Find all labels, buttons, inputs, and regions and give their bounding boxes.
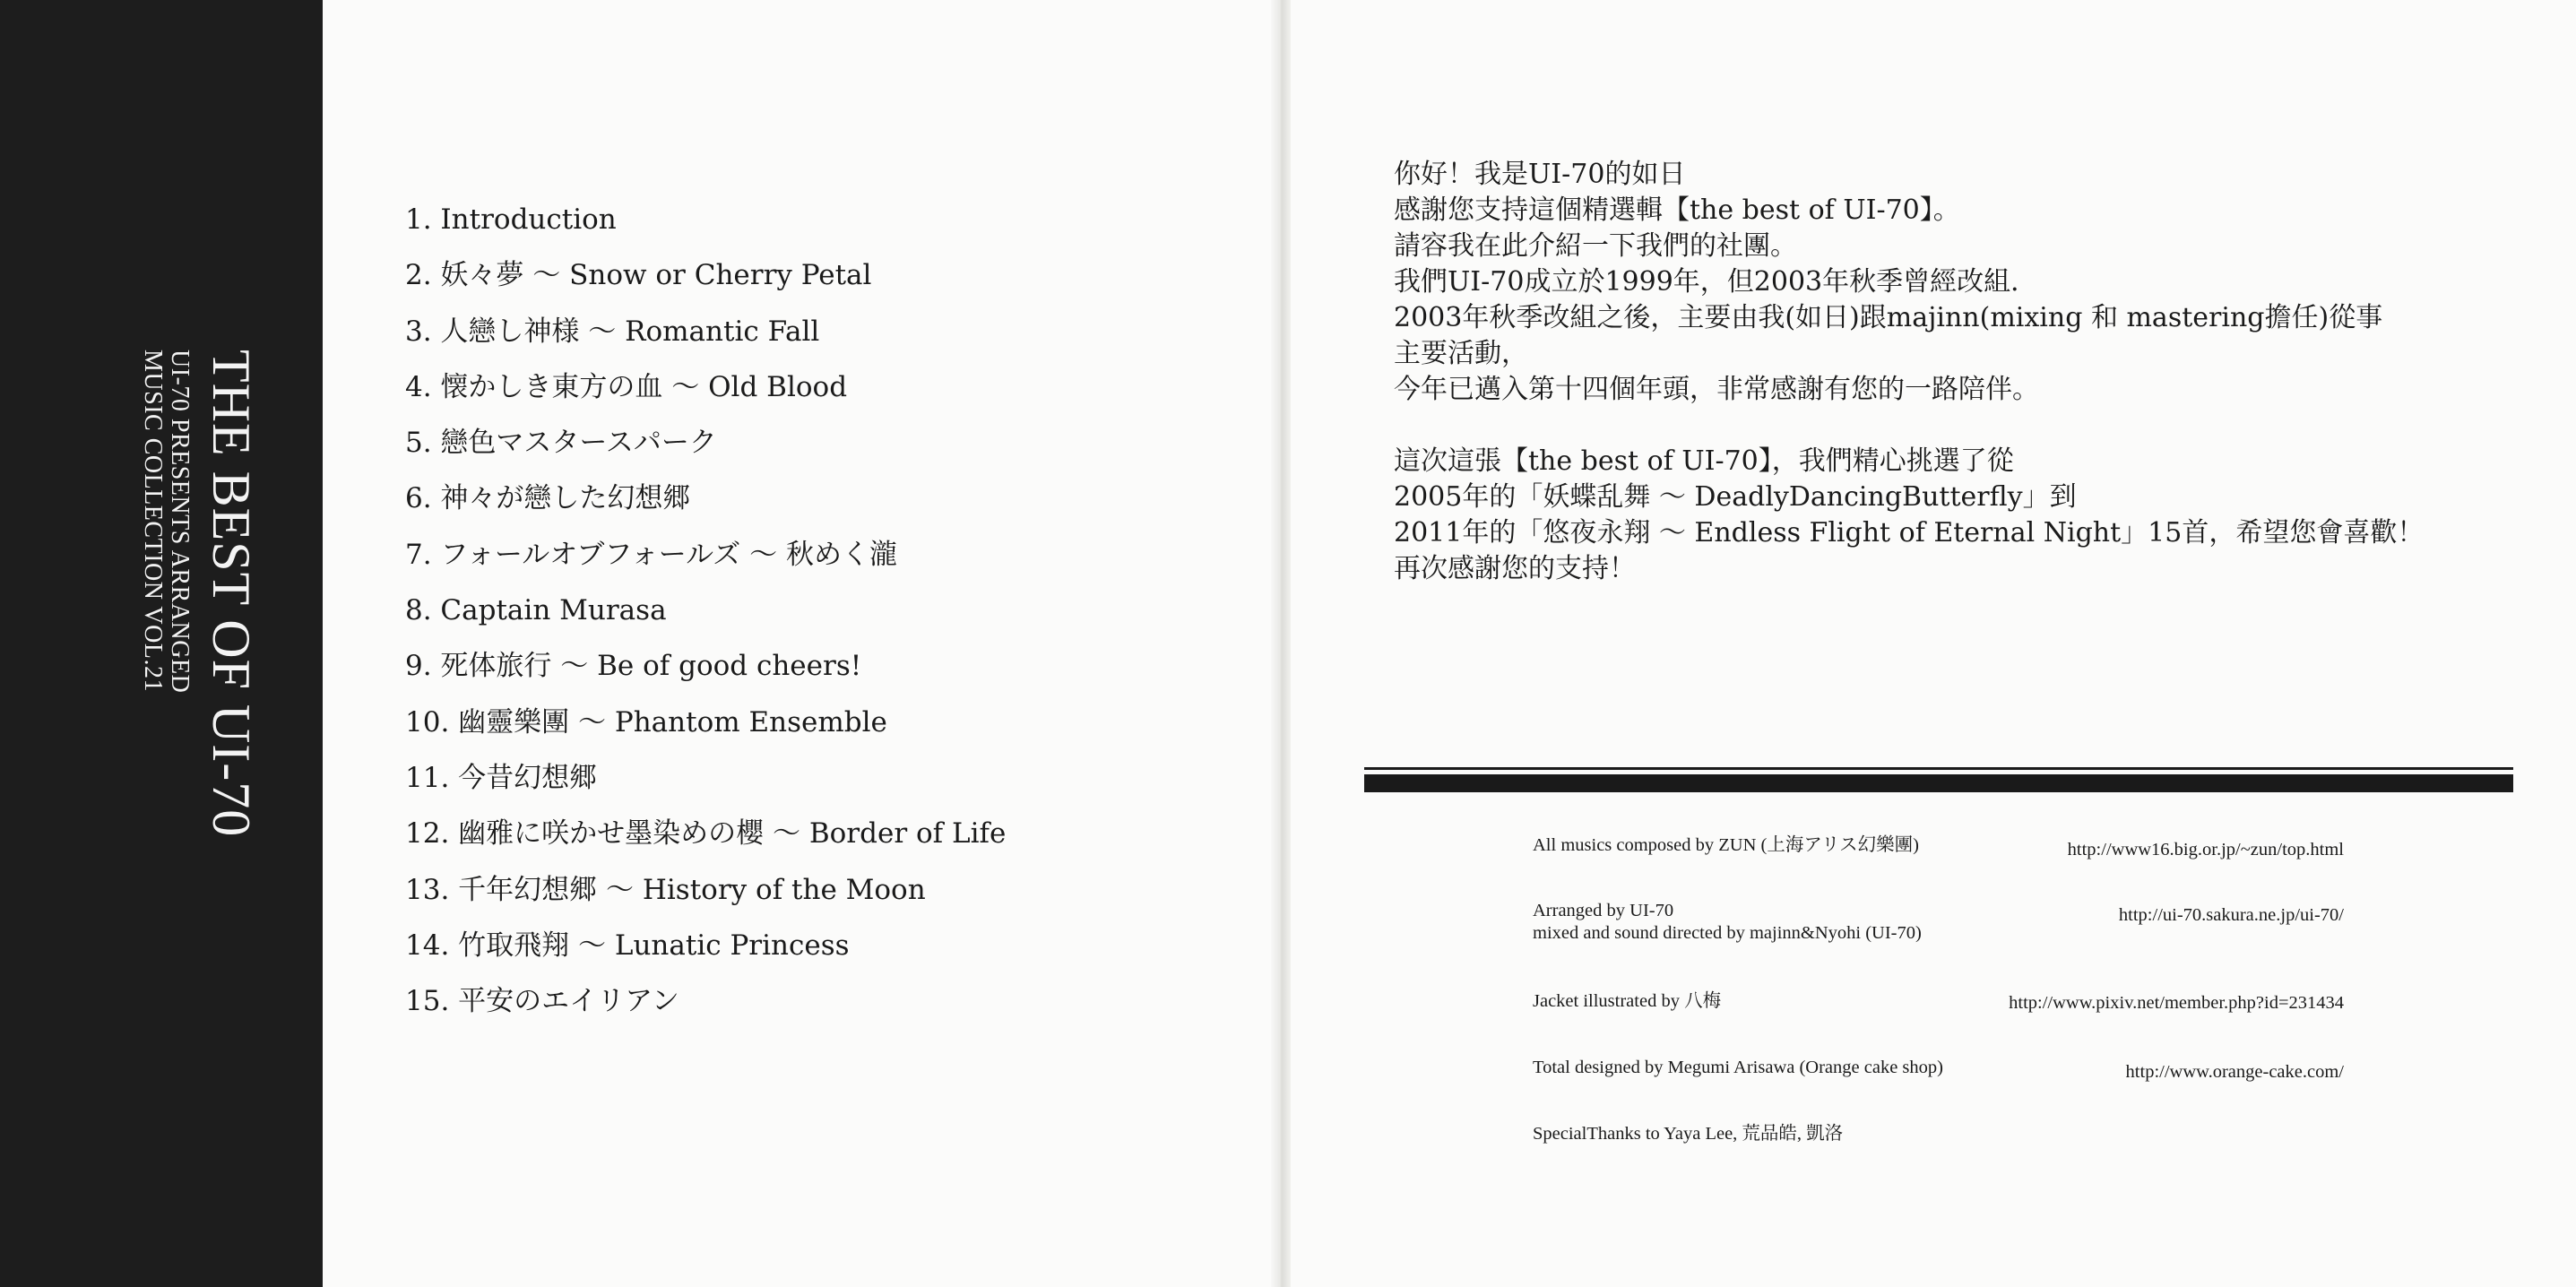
track-item: 3. 人戀し神様 〜 Romantic Fall [405, 315, 820, 348]
credit-jacket-url: http://www.pixiv.net/member.php?id=231434 [2009, 993, 2344, 1013]
track-item: 5. 戀色マスタースパーク [405, 427, 717, 460]
page-fold [1271, 0, 1291, 1287]
spine-panel [0, 0, 323, 1287]
paragraph-gap [1394, 408, 2514, 444]
message-line: 感謝您支持這個精選輯【the best of UI-70】。 [1394, 194, 1960, 226]
track-item: 6. 神々が戀した幻想郷 [405, 482, 691, 515]
divider-thin [1364, 767, 2513, 770]
message-line: 今年已邁入第十四個年頭，非常感謝有您的一路陪伴。 [1394, 374, 2039, 405]
track-item: 11. 今昔幻想郷 [405, 761, 598, 794]
credit-thanks: SpecialThanks to Yaya Lee, 荒品皓, 凱洛 [1533, 1124, 1844, 1144]
credit-arranged: Arranged by UI-70 [1533, 901, 1674, 920]
message-line: 我們UI-70成立於1999年，但2003年秋季曾經改組． [1394, 266, 2038, 298]
divider-thick [1364, 774, 2513, 792]
credit-design: Total designed by Megumi Arisawa (Orange cake shop) [1533, 1058, 1943, 1077]
message-line: 你好！我是UI-70的如日 [1394, 159, 1686, 190]
album-subtitle-line1: UI-70 PRESENTS ARRANGED [166, 350, 194, 694]
track-item: 12. 幽雅に咲かせ墨染めの櫻 〜 Border of Life [405, 817, 1007, 851]
track-item: 14. 竹取飛翔 〜 Lunatic Princess [405, 929, 850, 962]
message-line: 這次這張【the best of UI-70】，我們精心挑選了從 [1394, 445, 2014, 477]
credit-arranged-url: http://ui-70.sakura.ne.jp/ui-70/ [2118, 905, 2344, 925]
message-line: 2003年秋季改組之後，主要由我(如日)跟majinn(mixing 和 mastering擔任)從事 [1394, 302, 2383, 333]
credit-mixed: mixed and sound directed by majinn&Nyohi (UI-70) [1533, 923, 1922, 943]
message-line: 請容我在此介紹一下我們的社團。 [1394, 230, 1797, 262]
message-line: 主要活動， [1394, 338, 1528, 369]
track-item: 10. 幽靈樂團 〜 Phantom Ensemble [405, 705, 887, 739]
track-item: 8. Captain Murasa [405, 594, 667, 627]
credit-composed-url: http://www16.big.or.jp/~zun/top.html [2067, 840, 2344, 859]
track-item: 2. 妖々夢 〜 Snow or Cherry Petal [405, 259, 872, 292]
track-item: 15. 平安のエイリアン [405, 985, 679, 1018]
tracklist [405, 192, 1006, 1029]
track-item: 1. Introduction [405, 203, 617, 236]
track-item: 7. フォールオブフォールズ 〜 秋めく瀧 [405, 538, 897, 571]
track-item: 9. 死体旅行 〜 Be of good cheers! [405, 650, 862, 683]
album-subtitle-line2: MUSIC COLLECTION VOL.21 [139, 350, 167, 692]
message-line: 2011年的「悠夜永翔 〜 Endless Flight of Eternal Night」15首，希望您會喜歡！ [1394, 517, 2425, 548]
greeting-message [1394, 157, 2514, 587]
credit-composed: All musics composed by ZUN (上海アリス幻樂團) [1533, 835, 1919, 855]
album-title: THE BEST OF UI-70 [202, 350, 261, 838]
credit-design-url: http://www.orange-cake.com/ [2125, 1062, 2344, 1082]
track-item: 4. 懐かしき東方の血 〜 Old Blood [405, 370, 848, 403]
message-line: 再次感謝您的支持！ [1394, 553, 1636, 584]
message-line: 2005年的「妖蝶乱舞 〜 DeadlyDancingButterfly」到 [1394, 481, 2077, 513]
track-item: 13. 千年幻想郷 〜 History of the Moon [405, 873, 926, 906]
credit-jacket: Jacket illustrated by 八梅 [1533, 991, 1722, 1011]
